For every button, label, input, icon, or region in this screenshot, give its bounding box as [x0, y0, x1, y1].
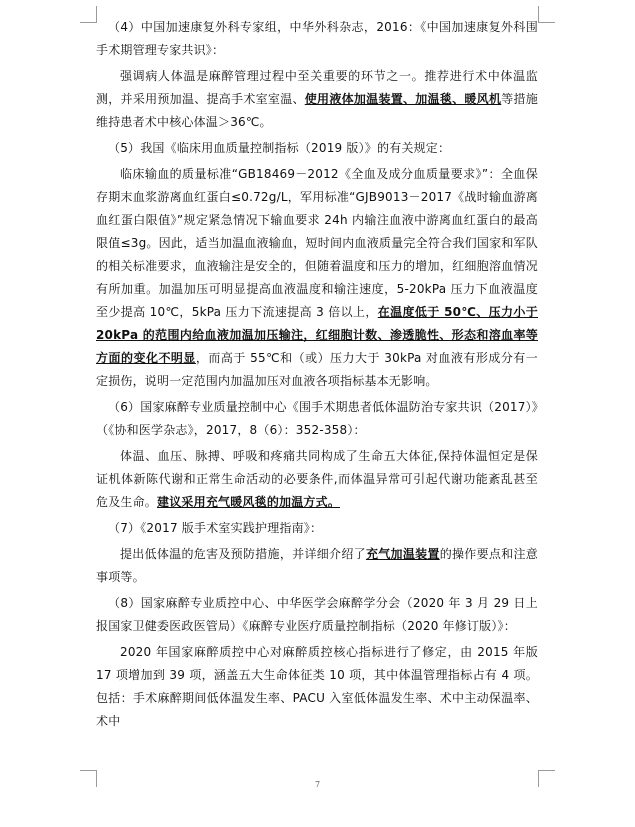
- emphasis-run: 使用液体加温装置、加温毯、暖风机: [304, 92, 502, 106]
- section-7-body: [96, 543, 538, 589]
- section-6-heading: （6）国家麻醉专业质量控制中心《围手术期患者低体温防治专家共识（2017）》（《协和医学杂志》，2017，8（6）：352-358）：: [96, 400, 538, 437]
- text-run: 体温、血压、脉搏、呼吸和疼痛共同构成了生命五大体征,保持体温恒定是保证机体新陈代谢和正常生命活动的必要条件,而体温异常可引起代谢功能紊乱甚至危及生命。: [96, 449, 538, 509]
- text-run: ，而高于 55℃和（或）压力大于 30kPa 对血液有形成分有一定损伤，说明一定范围内加温加压对血液各项指标基本无影响。: [96, 351, 538, 388]
- text-run: 强调病人体温是麻醉管理过程中至关重要的环节之一。推荐进行术中体温监测，并采用预加温、提高手术室室温、: [96, 69, 538, 106]
- section-8-body: [96, 641, 538, 733]
- section-8-heading: （8）国家麻醉专业质控中心、中华医学会麻醉学分会（2020 年 3 月 29 日上报国家卫健委医政医管局）《麻醉专业医疗质量控制指标（2020 年修订版）》：: [96, 596, 538, 633]
- section-4-body: [96, 65, 538, 134]
- emphasis-run: 建议采用充气暖风毯的加温方式。: [157, 495, 341, 509]
- text-run: 提出低体温的危害及预防措施，并详细介绍了: [120, 547, 366, 561]
- text-run: 2020 年国家麻醉质控中心对麻醉质控核心指标进行了修定，由 2015 年版 17 项增加到 39 项，涵盖五大生命体征类 10 项，其中体温管理指标占有 4 项。包括：手术麻醉期间低体温发生率、PACU 入室低体温发生率、术中主动保温率、术中: [96, 645, 538, 728]
- text-run: 的操作要点和注意事项等。: [96, 547, 538, 584]
- page-number: 7: [314, 780, 321, 789]
- text-run: 临床输血的质量标准“GB18469－2012《全血及成分血质量要求》”：全血保存期末血浆游离血红蛋白≤0.72g/L，军用标准“GJB9013－2017《战时输血游离血红蛋白限值》”规定紧急情况下输血要求 24h 内输注血液中游离血红蛋白的最高限值≤3g。因此，适当加温血液输血，短时间内血液质量完全符合我们国家和军队的相关标准要求，血液输注是安全的，但随着温度和压力的增加，红细胞溶血情况有所加重。加温加压可明显提高血液温度和输注速度，5-20kPa 压力下血液温度至少提高 10℃，5kPa 压力下流速提高 3 倍以上，: [96, 167, 538, 319]
- document-body: [96, 16, 538, 733]
- section-6-body: [96, 445, 538, 514]
- margin-corner-top-left: [80, 6, 97, 23]
- emphasis-run: 在温度低于 50℃、压力小于 20kPa 的范围内给血液加温加压输注，红细胞计数、渗透脆性、形态和溶血率等方面的变化不明显: [96, 305, 538, 365]
- section-5-heading: （5）我国《临床用血质量控制指标（2019 版）》的有关规定：: [108, 141, 451, 155]
- text-run: 等措施维持患者术中核心体温＞36℃。: [96, 92, 539, 129]
- section-5-body: [96, 163, 538, 393]
- margin-corner-top-right: [538, 6, 555, 23]
- emphasis-run: 充气加温装置: [365, 547, 440, 561]
- section-4-heading: （4）中国加速康复外科专家组，中华外科杂志，2016：《中国加速康复外科围手术期管理专家共识》：: [96, 20, 538, 57]
- section-7-heading: （7）《2017 版手术室实践护理指南》：: [108, 521, 323, 535]
